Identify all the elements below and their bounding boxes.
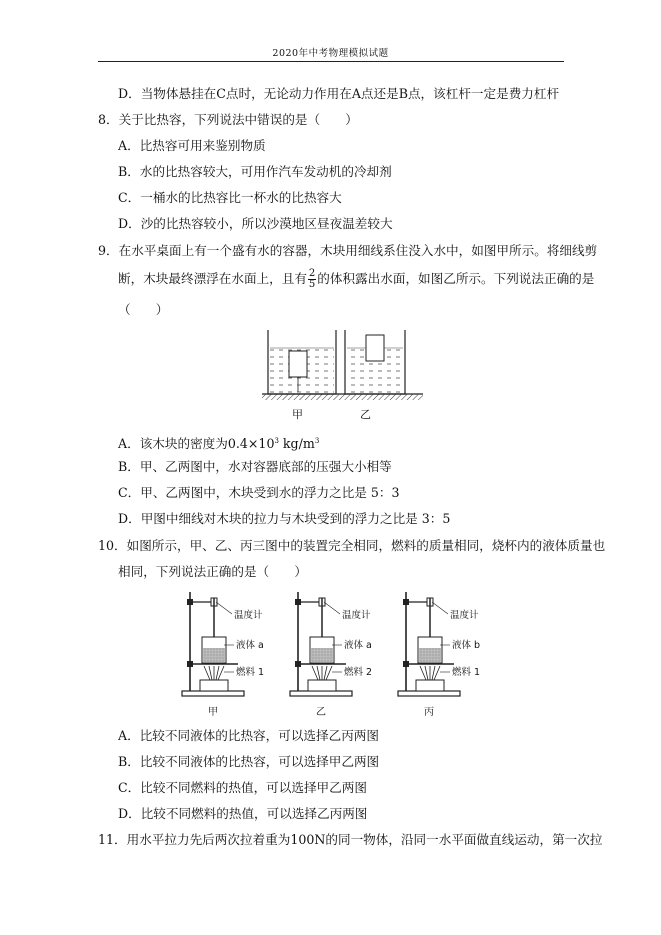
q9-option-d: D．甲图中细线对木块的拉力与木块受到的浮力之比是 3：5 — [118, 511, 451, 526]
fuel-label: 燃料 1 — [236, 667, 265, 678]
header-rule — [98, 61, 564, 62]
q8-option-b: B．水的比热容较大，可用作汽车发动机的冷却剂 — [118, 164, 392, 179]
liquid-label: 液体 b — [452, 640, 480, 651]
apparatus-jia — [182, 592, 264, 718]
fuel-label: 燃料 2 — [344, 667, 373, 678]
q9-option-b: B．甲、乙两图中，水对容器底部的压强大小相等 — [118, 459, 392, 474]
flame — [204, 666, 224, 680]
thermometer-label: 温度计 — [450, 610, 479, 621]
beaker-liquid — [203, 648, 225, 662]
q9-fraction-denominator: 5 — [308, 279, 316, 290]
q11-stem-line1: 11．用水平拉力先后两次拉着重为100N的同一物体，沿同一水平面做直线运动，第一次拉 — [98, 832, 603, 847]
q9-answer-blank: （ ） — [118, 302, 169, 317]
caption-bing: 丙 — [424, 707, 434, 718]
q10-figure — [180, 588, 480, 720]
q9-option-a-exponent: 3 — [274, 437, 279, 445]
q9-stem-line2 — [118, 269, 594, 290]
caption-yi: 乙 — [316, 707, 326, 718]
q9-fraction-numerator: 2 — [308, 268, 316, 279]
q9-stem-line1: 9．在水平桌面上有一个盛有水的容器，木块用细线系住没入水中，如图甲所示。将细线剪 — [98, 243, 598, 258]
q9-option-a — [118, 433, 319, 452]
apparatus-yi — [290, 592, 372, 718]
thermometer-label: 温度计 — [342, 610, 371, 621]
table-hatching — [262, 394, 423, 400]
apparatus-bing — [398, 592, 480, 718]
q8-option-c: C．一桶水的比热容比一杯水的比热容大 — [118, 190, 342, 205]
q9-option-c: C．甲、乙两图中，木块受到水的浮力之比是 5：3 — [118, 485, 400, 500]
q9-fraction — [308, 269, 316, 290]
liquid-label: 液体 a — [344, 640, 372, 651]
q10-stem-line2: 相同，下列说法正确的是（ ） — [118, 564, 307, 579]
label-yi: 乙 — [360, 408, 371, 421]
q9-stem-line2-a: 断，木块最终漂浮在水面上，且有 — [118, 271, 307, 286]
q10-option-a: A．比较不同液体的比热容，可以选择乙丙两图 — [118, 728, 379, 743]
fuel-burner — [200, 680, 228, 691]
q8-option-d: D．沙的比热容较小，所以沙漠地区昼夜温差较大 — [118, 216, 393, 231]
liquid-label: 液体 a — [236, 640, 264, 651]
q10-stem-line1: 10．如图所示，甲、乙、丙三图中的装置完全相同，燃料的质量相同，烧杯内的液体质量也 — [98, 538, 606, 553]
q8-option-a: A．比热容可用来鉴别物质 — [118, 138, 266, 153]
caption-jia: 甲 — [208, 707, 218, 718]
fuel-label: 燃料 1 — [452, 667, 480, 678]
q9-option-a-text: A．该木块的密度为0.4×10 — [118, 436, 275, 452]
q9-option-a-unit-exponent: 3 — [314, 437, 320, 445]
q9-figure — [260, 326, 425, 424]
thermometer-label: 温度计 — [234, 610, 263, 621]
q10-option-d: D．比较不同燃料的热值，可以选择乙丙两图 — [118, 806, 368, 821]
q7-option-d: D．当物体悬挂在C点时，无论动力作用在A点还是B点，该杠杆一定是费力杠杆 — [118, 86, 560, 101]
page-header: 2020年中考物理模拟试题 — [272, 48, 389, 59]
q10-option-b: B．比较不同液体的比热容，可以选择甲乙两图 — [118, 754, 380, 769]
q9-option-a-unit: kg/m — [278, 436, 315, 452]
wood-block-right — [366, 335, 384, 361]
q10-option-c: C．比较不同燃料的热值，可以选择甲乙两图 — [118, 780, 367, 795]
wood-block-left — [289, 351, 307, 377]
label-jia: 甲 — [292, 408, 303, 421]
stand-base — [182, 691, 244, 696]
q8-stem: 8．关于比热容，下列说法中错误的是（ ） — [98, 112, 358, 127]
q9-stem-line2-b: 的体积露出水面，如图乙所示。下列说法正确的是 — [317, 271, 595, 286]
